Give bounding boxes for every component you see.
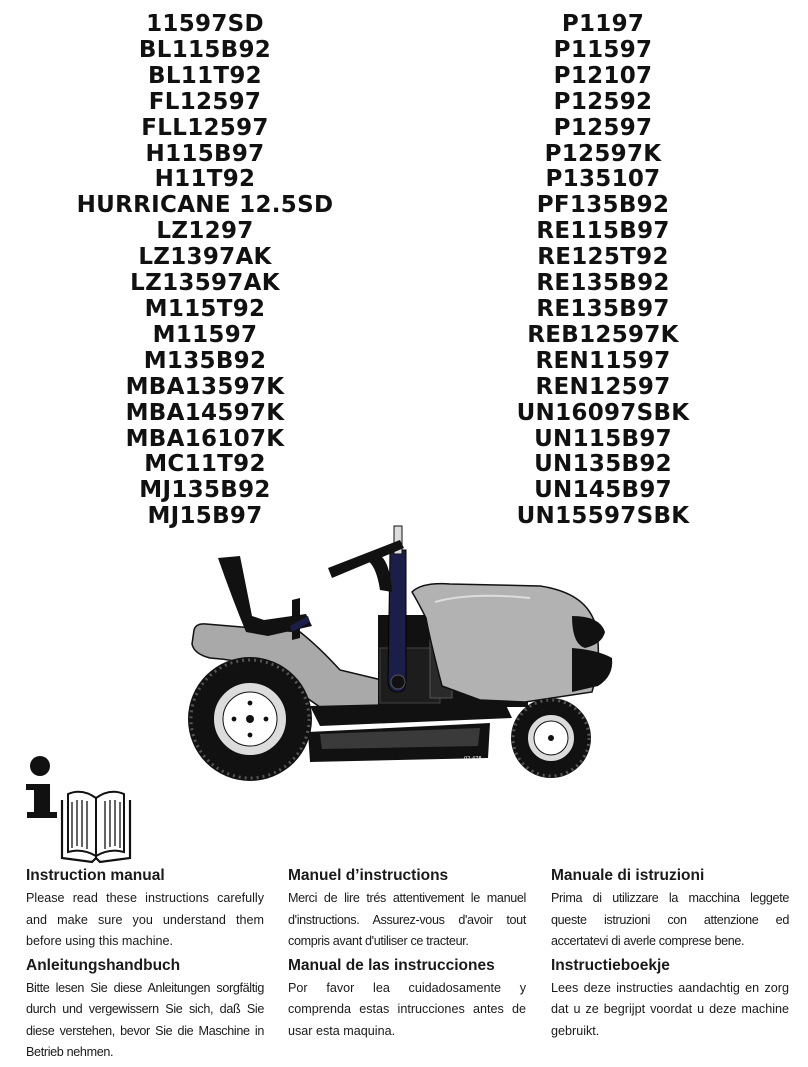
section-text-es: Por favor lea cuidadosamente y comprenda estas intrucciones antes de usar esta maquina.: [288, 980, 526, 1038]
section-title-fr: Manuel d’instructions: [288, 867, 449, 884]
model-number: M11597: [152, 321, 258, 348]
model-number: BL11T92: [148, 62, 262, 89]
model-number: MBA13597K: [125, 373, 285, 400]
model-list-right: [408, 12, 798, 530]
model-number: BL115B92: [138, 36, 272, 63]
model-number: P12597: [553, 114, 653, 141]
model-number: P1197: [561, 11, 645, 37]
model-number: MJ135B92: [139, 477, 271, 504]
model-number: P12597K: [544, 140, 662, 167]
model-number: LZ13597AK: [130, 270, 280, 297]
model-number: UN15597SBK: [516, 503, 690, 530]
model-number: 11597SD: [146, 11, 264, 37]
model-number: M115T92: [144, 295, 266, 322]
lawn-tractor-illustration: [180, 520, 630, 782]
section-title-it: Manuale di istruzioni: [551, 867, 705, 884]
model-number: M135B92: [143, 347, 267, 374]
model-number: P12107: [553, 62, 653, 89]
model-number: UN115B97: [534, 425, 672, 452]
model-number: MBA14597K: [125, 399, 285, 426]
model-number: LZ1297: [156, 218, 254, 245]
model-number: UN145B97: [534, 477, 672, 504]
section-text-it: Prima di utilizzare la macchina leggete queste istruzioni con attenzione ed accertatevi di averle comprese bene.: [551, 891, 789, 948]
model-number: H11T92: [154, 166, 256, 193]
section-text-de: Bitte lesen Sie diese Anleitungen sorgfältig durch und vergewissern Sie sich, daß Sie diese verstehen, bevor Sie die Maschine in Betrieb nehmen.: [26, 980, 264, 1059]
model-number: MC11T92: [144, 451, 266, 478]
model-number: RE135B92: [536, 270, 670, 297]
model-number: FLL12597: [141, 114, 269, 141]
model-number: RE135B97: [536, 295, 670, 322]
section-text-nl: Lees deze instructies aandachtig en zorg dat u ze begrijpt voordat u deze machine gebruikt.: [551, 980, 789, 1038]
model-number: RE125T92: [537, 244, 669, 271]
model-number: REB12597K: [527, 321, 679, 348]
model-number: REN11597: [535, 347, 671, 374]
model-number: P11597: [553, 36, 653, 63]
model-list-left: [10, 12, 400, 530]
column-fr-es: [288, 866, 526, 1042]
model-number: UN16097SBK: [516, 399, 690, 426]
model-number: HURRICANE 12.5SD: [76, 192, 334, 219]
section-title-nl: Instructieboekje: [551, 956, 670, 974]
section-title-de: Anleitungshandbuch: [26, 956, 181, 974]
model-number: H115B97: [145, 140, 265, 167]
model-number: LZ1397AK: [138, 244, 272, 271]
model-number: P12592: [553, 88, 653, 115]
column-en-de: [26, 866, 264, 1064]
model-number: P135107: [545, 166, 661, 193]
section-text-fr: Merci de lire trés attentivement le manuel d'instructions. Assurez-vous d'avoir tout compris avant d'utiliser ce tracteur.: [288, 891, 526, 948]
section-title-en: Instruction manual: [26, 867, 165, 884]
model-number: PF135B92: [536, 192, 670, 219]
model-number: RE115B97: [536, 218, 670, 245]
column-it-nl: [551, 866, 789, 1042]
section-text-en: Please read these instructions carefully and make sure you understand them before using this machine.: [26, 891, 264, 948]
model-number: REN12597: [535, 373, 671, 400]
model-number: MBA16107K: [125, 425, 285, 452]
model-number: FL12597: [148, 88, 262, 115]
read-manual-icon: [22, 754, 158, 864]
model-number: MJ15B97: [147, 503, 263, 530]
section-title-es: Manual de las instrucciones: [288, 956, 495, 974]
illustration-code: 02 478: [464, 756, 482, 762]
model-number: UN135B92: [534, 451, 672, 478]
